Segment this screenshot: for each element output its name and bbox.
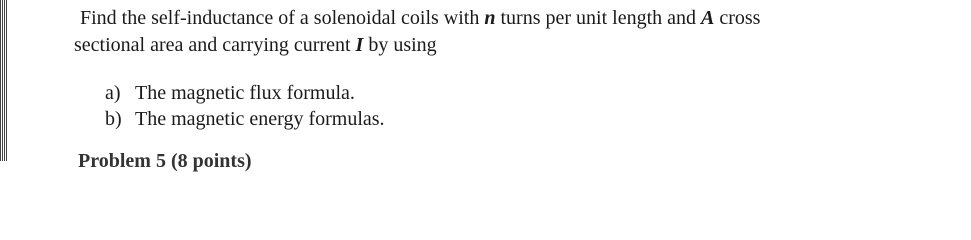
question-text bbox=[74, 5, 954, 59]
sub-question-list bbox=[105, 80, 385, 132]
variable-i: I bbox=[355, 34, 364, 56]
question-line-1 bbox=[74, 5, 954, 32]
question-text-segment: cross bbox=[714, 7, 761, 29]
variable-a: A bbox=[701, 7, 715, 29]
page-edge-border bbox=[0, 0, 8, 161]
next-problem-heading-cutoff: Problem 5 (8 points) bbox=[78, 150, 252, 172]
question-text-segment: Find the self-inductance of a solenoidal coils with bbox=[80, 7, 485, 29]
list-marker: b) bbox=[105, 108, 122, 130]
question-text-segment: by using bbox=[363, 34, 437, 56]
list-marker: a) bbox=[105, 82, 121, 104]
question-line-2 bbox=[74, 32, 954, 59]
variable-n: n bbox=[484, 7, 496, 29]
sub-question-text: The magnetic energy formulas. bbox=[135, 108, 385, 130]
sub-question-b bbox=[105, 106, 385, 132]
question-text-segment: sectional area and carrying current bbox=[74, 34, 356, 56]
question-text-segment: turns per unit length and bbox=[495, 7, 702, 29]
sub-question-text: The magnetic flux formula. bbox=[135, 82, 355, 104]
sub-question-a bbox=[105, 80, 385, 106]
